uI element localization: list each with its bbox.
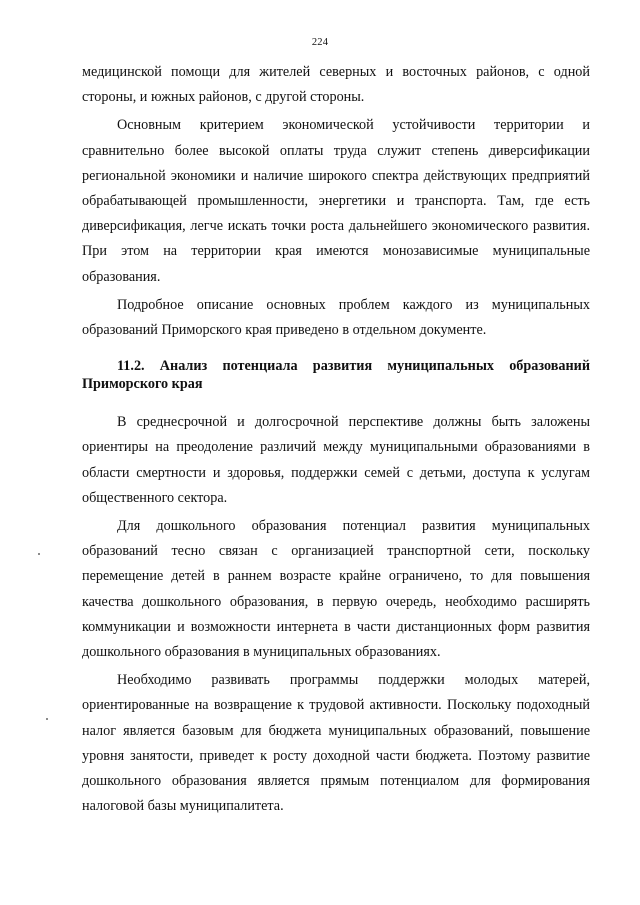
page-number: 224 xyxy=(311,37,329,48)
page-body xyxy=(82,60,590,819)
scan-speck-mark xyxy=(46,718,48,720)
paragraph-young-mothers-support: Необходимо развивать программы поддержки молодых матерей, ориентированные на возвращение к трудовой активности. Поскольку подоходный налог является базовым для бюджета муниципальных образований, повышение уровня занятости, приведет к росту доходной части бюджета. Поэтому развитие дошкольного образования является прямым потенциалом для формирования налоговой базы муниципалитета. xyxy=(82,672,590,815)
paragraph-continuation: медицинской помощи для жителей северных и восточных районов, с одной стороны, и южных районов, с другой стороны. xyxy=(82,64,590,106)
scan-speck-mark xyxy=(38,553,40,555)
paragraph-long-term-perspective: В среднесрочной и долгосрочной перспективе должны быть заложены ориентиры на преодоление различий между муниципальными образованиями в области смертности и здоровья, поддержки семей с детьми, доступа к услугам общественного сектора. xyxy=(82,414,590,506)
section-heading: 11.2. Анализ потенциала развития муниципальных образований Приморского края xyxy=(82,358,590,392)
paragraph-preschool-education: Для дошкольного образования потенциал развития муниципальных образований тесно связан с организацией транспортной сети, поскольку перемещение детей в раннем возрасте крайне ограничено, то для повышения качества дошкольного образования, в первую очередь, необходимо расширять коммуникации и возможности интернета в части дистанционных форм развития дошкольного образования в муниципальных образованиях. xyxy=(82,518,590,661)
paragraph-detailed-description: Подробное описание основных проблем каждого из муниципальных образований Приморского края приведено в отдельном документе. xyxy=(82,296,590,339)
paragraph-economic-stability: Основным критерием экономической устойчивости территории и сравнительно более высокой оплаты труда служит степень диверсификации региональной экономики и наличие широкого спектра действующих предприятий обрабатывающей промышленности, энергетики и транспорта. Там, где есть диверсификация, легче искать точки роста дальнейшего экономического развития. При этом на территории края имеются монозависимые муниципальные образования. xyxy=(82,117,590,285)
